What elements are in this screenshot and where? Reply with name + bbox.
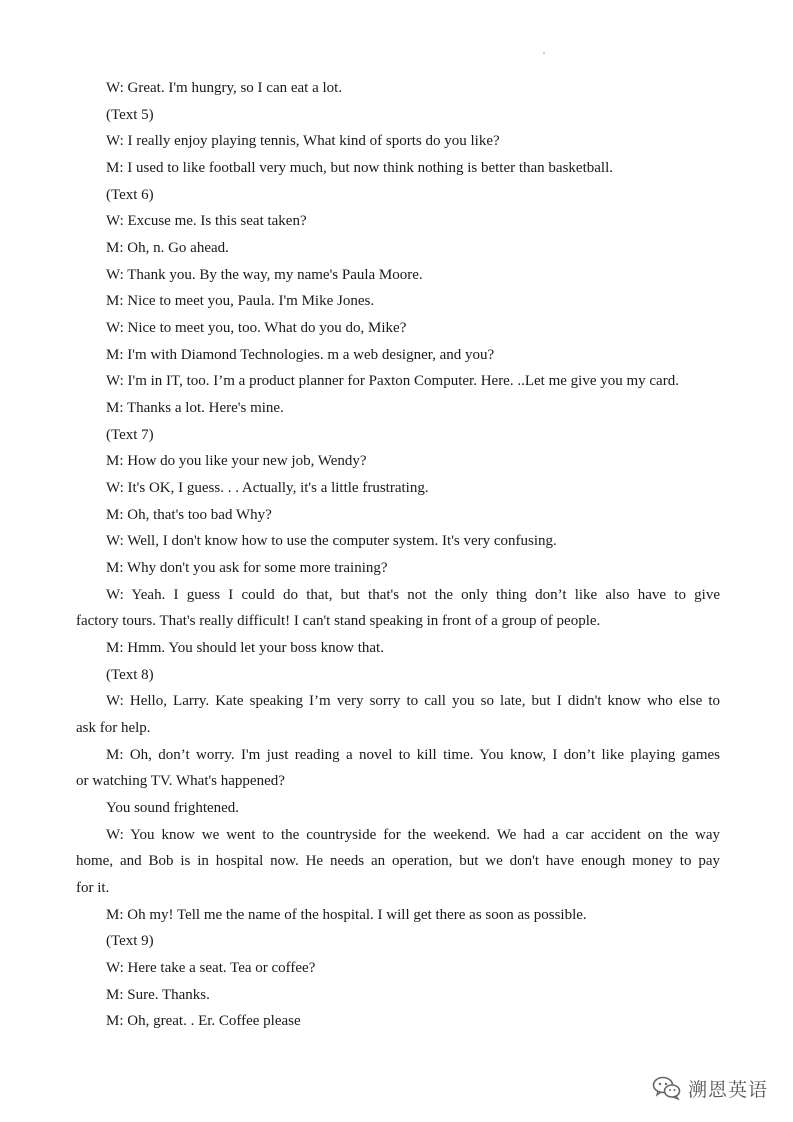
line: M: I'm with Diamond Technologies. m a web designer, and you?	[106, 347, 495, 363]
line: W: I'm in IT, too. I’m a product planner for Paxton Computer. Here. ..Let me give you my card.	[106, 373, 679, 389]
line: W: Here take a seat. Tea or coffee?	[106, 960, 316, 976]
section-heading: (Text 8)	[106, 667, 154, 683]
line: W: Yeah. I guess I could do that, but that's not the only thing don’t like also have to give	[106, 587, 720, 603]
line: factory tours. That's really difficult! I can't stand speaking in front of a group of people.	[76, 613, 601, 629]
line: W: Excuse me. Is this seat taken?	[106, 213, 307, 229]
line: M: Nice to meet you, Paula. I'm Mike Jones.	[106, 293, 375, 309]
line: M: Thanks a lot. Here's mine.	[106, 400, 284, 416]
section-heading: (Text 6)	[106, 187, 154, 203]
section-heading: (Text 9)	[106, 933, 154, 949]
section-heading: (Text 5)	[106, 107, 154, 123]
line: M: Oh, n. Go ahead.	[106, 240, 229, 256]
line: M: I used to like football very much, but now think nothing is better than basketball.	[106, 160, 613, 176]
line: M: Hmm. You should let your boss know that.	[106, 640, 384, 656]
line: for it.	[76, 880, 110, 896]
line: W: Well, I don't know how to use the computer system. It's very confusing.	[106, 533, 557, 549]
watermark-text: 溯恩英语	[688, 1078, 769, 1101]
line: M: Oh, great. . Er. Coffee please	[106, 1013, 301, 1029]
line: home, and Bob is in hospital now. He needs an operation, but we don't have enough money to pay	[76, 853, 720, 869]
line: M: Sure. Thanks.	[106, 987, 210, 1003]
line: M: Oh my! Tell me the name of the hospital. I will get there as soon as possible.	[106, 907, 587, 923]
line: W: Great. I'm hungry, so I can eat a lot.	[106, 80, 343, 96]
line: M: Why don't you ask for some more training?	[106, 560, 388, 576]
line: W: Nice to meet you, too. What do you do, Mike?	[106, 320, 407, 336]
stray-dot	[543, 52, 545, 54]
line: M: Oh, that's too bad Why?	[106, 507, 272, 523]
line: M: Oh, don’t worry. I'm just reading a novel to kill time. You know, I don’t like playing games	[106, 747, 720, 763]
line: M: How do you like your new job, Wendy?	[106, 453, 367, 469]
line: W: You know we went to the countryside for the weekend. We had a car accident on the way	[106, 827, 720, 843]
line: W: I really enjoy playing tennis, What kind of sports do you like?	[106, 133, 500, 149]
line: You sound frightened.	[106, 800, 240, 816]
line: W: Thank you. By the way, my name's Paula Moore.	[106, 267, 423, 283]
line: or watching TV. What's happened?	[76, 773, 285, 789]
section-heading: (Text 7)	[106, 427, 154, 443]
watermark	[652, 1070, 782, 1106]
wechat-icon	[652, 1075, 682, 1101]
line: W: It's OK, I guess. . . Actually, it's a little frustrating.	[106, 480, 429, 496]
line: W: Hello, Larry. Kate speaking I’m very sorry to call you so late, but I didn't know who else to	[106, 693, 720, 709]
line: ask for help.	[76, 720, 151, 736]
